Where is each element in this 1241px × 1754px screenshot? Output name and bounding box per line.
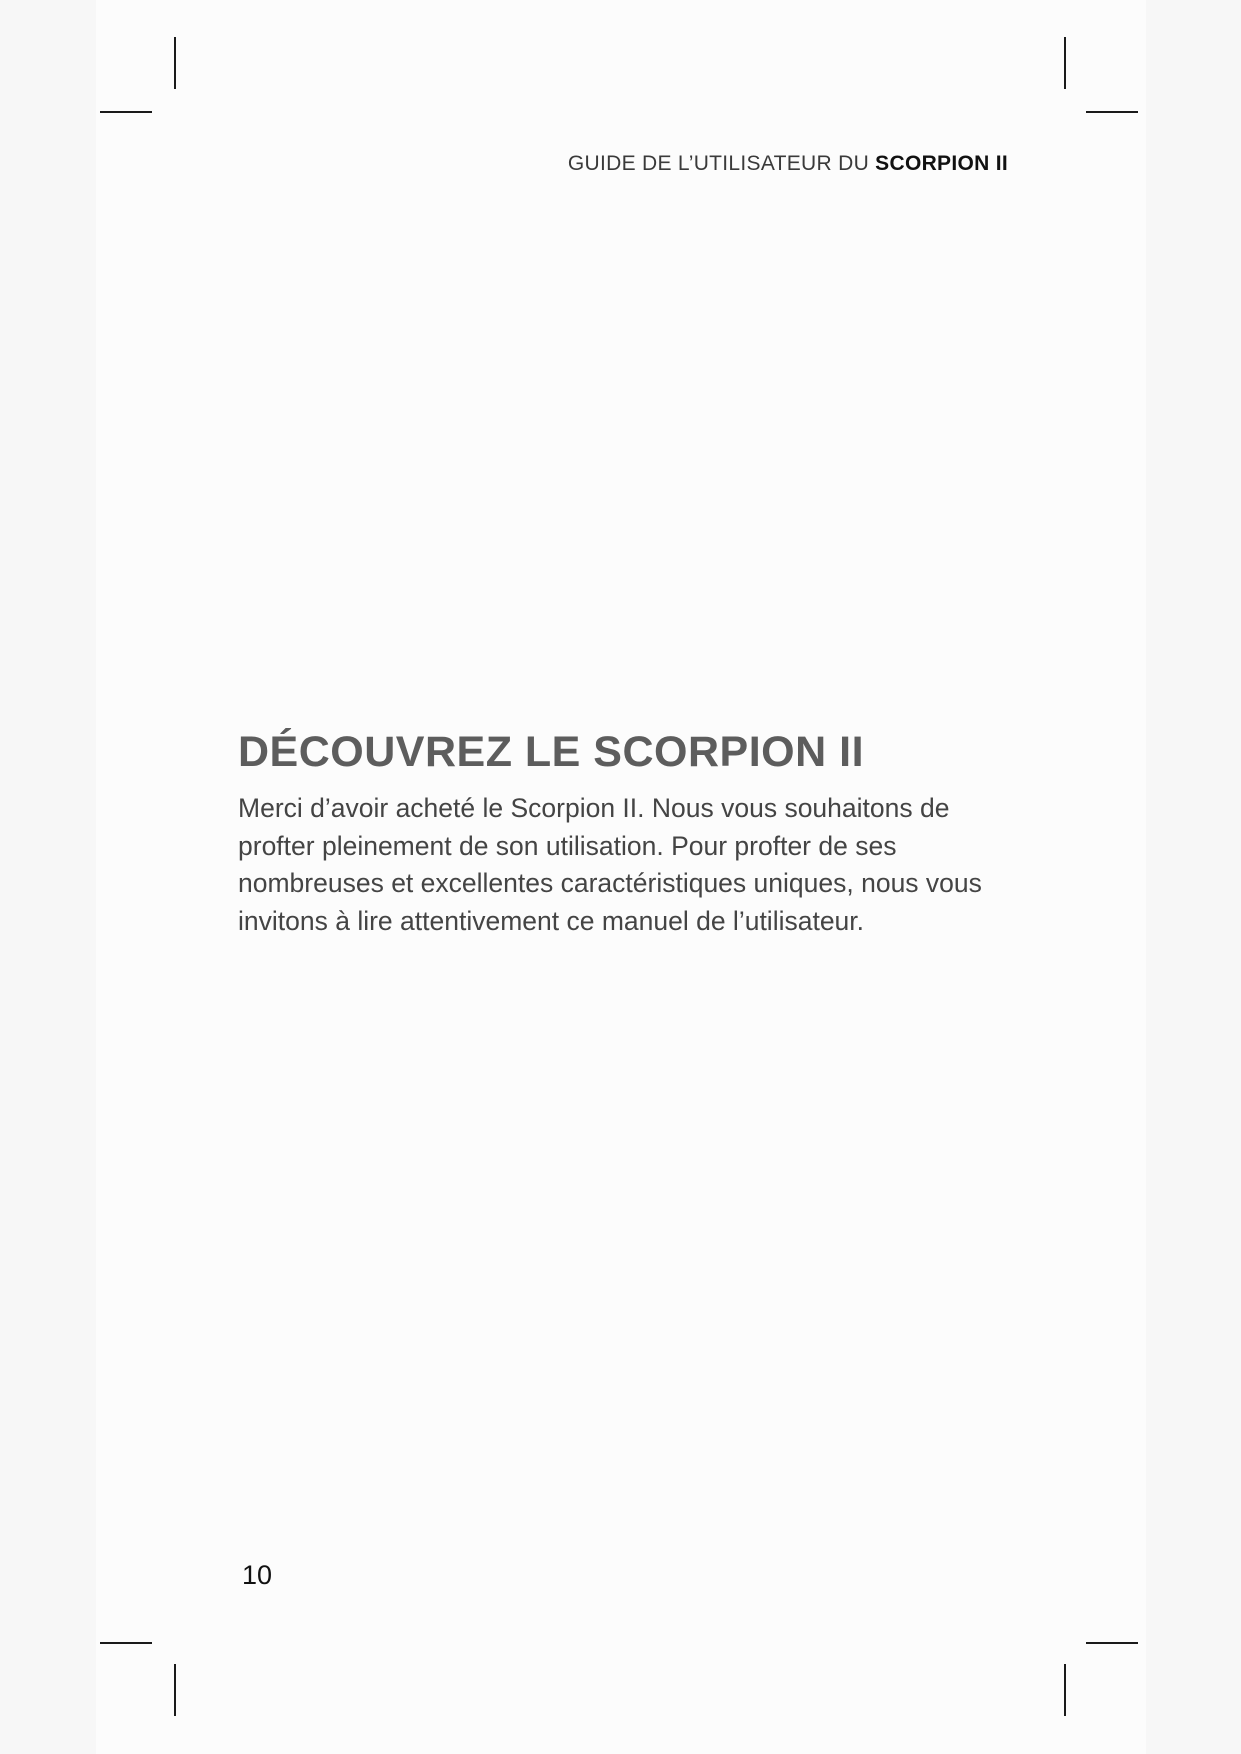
crop-mark-top-right-vertical [1064, 37, 1066, 89]
crop-mark-top-right-horizontal [1086, 111, 1138, 113]
page-number: 10 [242, 1560, 273, 1590]
crop-mark-bottom-right-horizontal [1086, 1642, 1138, 1644]
intro-line: nombreuses et excellentes caractéristiques uniques, nous vous [238, 868, 982, 898]
crop-mark-bottom-right-vertical [1064, 1664, 1066, 1716]
crop-mark-top-left-horizontal [100, 111, 152, 113]
crop-mark-bottom-left-horizontal [100, 1642, 152, 1644]
intro-paragraph [238, 790, 1028, 940]
running-header-prefix: GUIDE DE L’UTILISATEUR DU [567, 152, 876, 175]
section-title: DÉCOUVREZ LE SCORPION II [238, 728, 865, 776]
crop-mark-bottom-left-vertical [174, 1664, 176, 1716]
intro-line: invitons à lire attentivement ce manuel de l’utilisateur. [238, 905, 865, 936]
running-header-product: SCORPION II [875, 152, 1008, 175]
running-header [568, 152, 1008, 176]
intro-line: Merci d’avoir acheté le Scorpion II. Nous vous souhaitons de [238, 793, 950, 823]
crop-mark-top-left-vertical [174, 37, 176, 89]
intro-line: profter pleinement de son utilisation. Pour profter de ses [238, 830, 897, 861]
